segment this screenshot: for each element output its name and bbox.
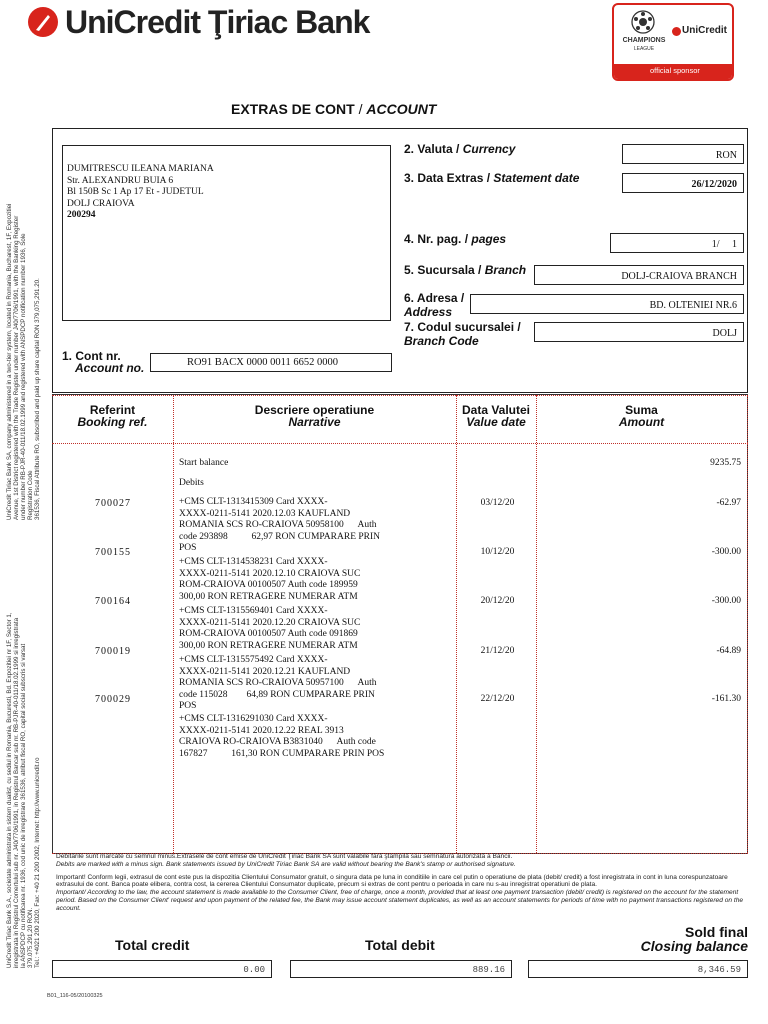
row-narrative: +CMS CLT-1316291030 Card XXXX- XXXX-0211-5141 2020.12.22 REAL 3913 CRAIOVA RO-CRAIOVA B3831040 Auth code 167827 161,30 RON CUMPARARE PRIN POS [179,714,385,759]
start-balance-label: Start balance [179,458,229,468]
form-code: B01_116-05/20100325 [47,993,103,999]
statement-date-label: 3. Data Extras / Statement date [404,171,580,185]
unicredit-logo-icon [27,6,59,38]
client-street: Str. ALEXANDRU BUIA 6 [67,175,174,186]
side-legal-ro: UniCredit Tiriac Bank S.A., societate administrata in sistem dualist, cu sediul in Romania, Bucuresti, Bd. Expozitiei nr 1F, Sector 1, inregistrata in Registrul Comertului sub nr. J40/7706/1991, in Registrul Bancar sub nr. RB-PJR-40-011/18.02.1999 si inregistrata la ANSPDCP cu notificarea nr. 1936, cod unic de inregistrare 361536, atribut fiscal RO, capital social subscris si varsat 379.075.291,20 RON. Tel.: +4021 200 2020, Fax: +40 21 200 2002, Internet: http://www.unicredit.ro [6,612,41,968]
col-divider-1 [173,395,174,853]
row-amount: -161.30 [711,694,741,704]
pages-label: 4. Nr. pag. / pages [404,232,507,246]
row-ref: 700155 [95,547,131,558]
pages-value: 1/ 1 [610,233,744,253]
partner-name: UniCredit [682,25,727,36]
branch-code-label: 7. Codul sucursalei / Branch Code [404,320,521,348]
row-ref: 700027 [95,498,131,509]
note-debits-ro: Debitările sunt marcate cu semnul minus.Extrasele de cont emise de UniCredit Ţiriac Bank SA sunt valabile fără ştampilă sau semnătura autorizată a Băncii. [56,853,513,860]
col-head-ref: Referint Booking ref. [77,403,148,429]
col-divider-2 [456,395,457,853]
cl-subtitle: LEAGUE [633,46,655,52]
client-postcode: 200294 [67,210,96,220]
client-city: DOLJ CRAIOVA [67,198,135,209]
side-legal-en: UniCredit Tiriac Bank SA, company administered in a two-tier system, located in Romania, Bucharest, 1F, Expozitiei Avenue, 1st District registered with the Trade Register under number J40/7706/1991, with the Banking Register under number RB-PJR-40-011/18.02.1999 and registered with ANSPDCP notification number 1936, Sole Registration Code 361536, Fiscal Attribute RO, subscribed and paid up share capital RON 379,075,291.20. [6,203,41,520]
statement-date-value: 26/12/2020 [622,173,744,193]
col-head-amount: Suma Amount [618,403,665,429]
total-credit-value: 0.00 [52,960,272,978]
total-credit-label: Total credit [115,937,190,953]
title-separator: / [354,101,367,117]
col-divider-right [747,395,748,853]
currency-value: RON [622,144,744,164]
note-debits-en: Debits are marked with a minus sign. Bank statements issued by UniCredit Tiriac Bank SA are valid without bearing the Bank's stamp or authorised signature. [56,860,516,868]
debits-label: Debits [179,478,204,488]
row-narrative: +CMS CLT-1313415309 Card XXXX- XXXX-0211-5141 2020.12.03 KAUFLAND ROMANIA SCS RO-CRAIOVA 50958100 Auth code 293898 62,97 RON CUMPARARE PRIN POS [179,497,381,554]
row-date: 20/12/20 [480,596,515,606]
row-ref: 700019 [95,646,131,657]
branch-label: 5. Sucursala / Branch [404,263,527,277]
closing-balance-value: 8,346.59 [528,960,748,978]
row-date: 10/12/20 [480,547,515,557]
client-address-box [62,145,391,321]
transactions-table [52,394,748,854]
col-head-date: Data Valutei Value date [461,403,531,429]
champions-league-star-icon [630,9,656,35]
branch-value: DOLJ-CRAIOVA BRANCH [534,265,744,285]
account-label: 1. Cont nr. Account no. [62,349,145,375]
partner-logo-icon [672,27,681,36]
official-sponsor-band [614,64,732,79]
notes-block [56,853,744,913]
currency-label: 2. Valuta / Currency [404,142,516,156]
official-sponsor-label: official sponsor [650,66,700,75]
total-debit-label: Total debit [365,937,435,953]
address-label: 6. Adresa / Address [404,291,465,319]
row-narrative: +CMS CLT-1315575492 Card XXXX- XXXX-0211-5141 2020.12.21 KAUFLAND ROMANIA SCS RO-CRAIOVA 50957100 Auth code 115028 64,89 RON CUMPARARE PRIN POS [179,655,377,712]
bank-logo [27,4,387,42]
total-debit-value: 889.16 [290,960,512,978]
row-date: 22/12/20 [480,694,515,704]
row-amount: -64.89 [716,646,741,656]
row-amount: -300.00 [711,596,741,606]
client-name: DUMITRESCU ILEANA MARIANA [67,164,214,174]
row-ref: 700029 [95,694,131,705]
closing-balance-label: Sold final Closing balance [640,924,748,954]
note-law-ro: Important! Conform legii, extrasul de cont este pus la dispozitia Clientului Consumator gratuit, o singura data pe luna in conditiile in care cel putin o operatiune de plata (debit/ credit) a fost inregistrata in cont in luna corespunzatoare extrasului de cont. Banca poate elibera, contra cost, la cererea Clientului Consumator duplicate, precum si extras de cont pentru o perioada in care nu s-au inregistrat operatiuni de plata. [56,873,728,889]
row-ref: 700164 [95,596,131,607]
row-narrative: +CMS CLT-1315569401 Card XXXX- XXXX-0211-5141 2020.12.20 CRAIOVA SUC ROM-CRAIOVA 00100507 Auth code 091869 300,00 RON RETRAGERE NUMERAR ATM [179,606,361,651]
address-value: BD. OLTENIEI NR.6 [470,294,744,314]
title-en: ACCOUNT [366,101,437,117]
sponsor-badge [612,3,734,81]
account-value: RO91 BACX 0000 0011 6652 0000 [150,353,392,372]
table-header-divider [52,443,748,444]
col-head-narrative: Descriere operatiune Narrative [254,403,375,429]
note-law-en: Important/ According to the law, the account statement is made available to the Consumer Client, free of charge, once a month, provided that at least one payment transaction (debit/ credit) is registered on the account for the statement period. Based on the Consumer Client' request and upon payment of the related fee, the Bank may issue account statement duplicates, as well as an account statements for periods of time with no payment transactions registered on the account. [56,889,744,912]
bank-name: UniCredit Ţiriac Bank [65,4,370,40]
cl-title: CHAMPIONS [622,37,666,44]
row-amount: -62.97 [716,498,741,508]
start-balance-value: 9235.75 [710,458,741,468]
row-date: 21/12/20 [480,646,515,656]
row-narrative: +CMS CLT-1314538231 Card XXXX- XXXX-0211-5141 2020.12.10 CRAIOVA SUC ROM-CRAIOVA 00100507 Auth code 189959 300,00 RON RETRAGERE NUMERAR ATM [179,557,361,602]
col-divider-3 [536,395,537,853]
table-top-dotted [52,395,748,396]
row-amount: -300.00 [711,547,741,557]
client-building: Bl 150B Sc 1 Ap 17 Et - JUDETUL [67,187,204,197]
title-main: EXTRAS DE CONT [231,101,355,117]
row-date: 03/12/20 [480,498,515,508]
branch-code-value: DOLJ [534,322,744,342]
page-title [231,101,436,117]
